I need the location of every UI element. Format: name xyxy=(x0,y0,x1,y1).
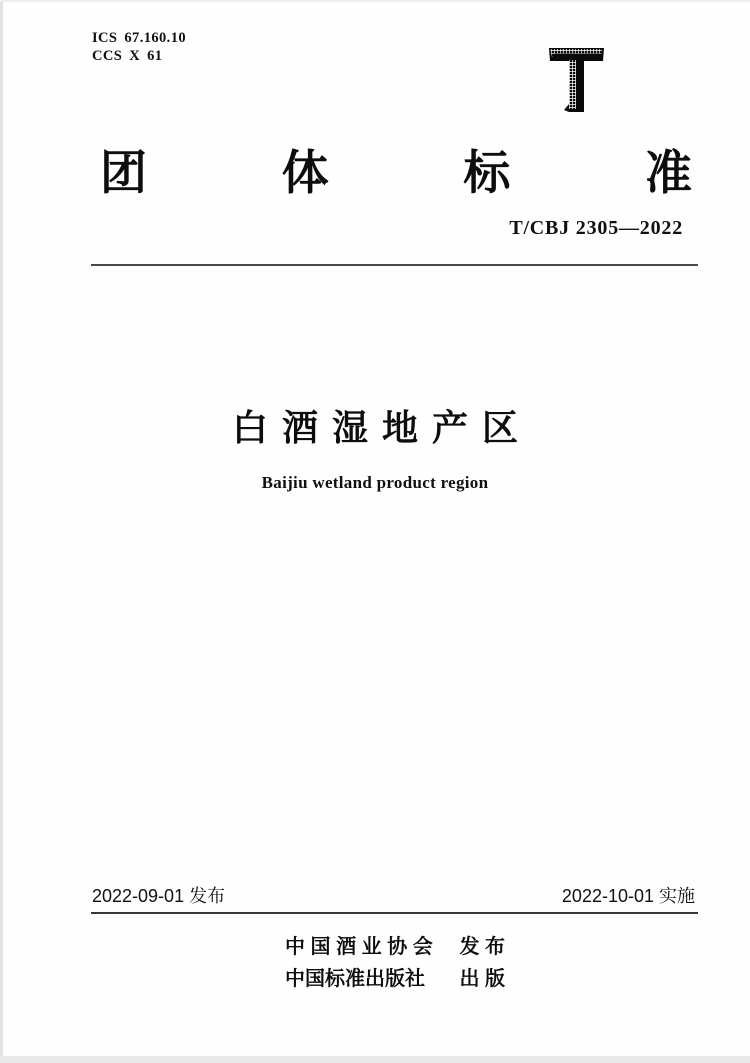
press-name: 中国标准出版社 xyxy=(285,968,425,990)
standard-type-char: 准 xyxy=(644,148,692,200)
footer-divider-line xyxy=(91,912,698,914)
publisher-row-press xyxy=(285,967,505,991)
standard-type-char: 体 xyxy=(281,148,329,200)
document-title-english: Baijiu wetland product region xyxy=(261,473,489,492)
date-row xyxy=(92,884,695,908)
standard-number: T/CBJ 2305—2022 xyxy=(509,217,683,239)
ccs-code: CCS X 61 xyxy=(92,48,163,64)
issuer-action: 发 布 xyxy=(459,936,505,958)
ics-code: ICS 67.160.10 xyxy=(92,30,187,46)
page-edge-bottom xyxy=(0,1056,750,1063)
page-edge-top xyxy=(0,0,750,2)
release-date: 2022-09-01 发布 xyxy=(92,886,226,906)
document-title-chinese: 白酒湿地产区 xyxy=(231,407,532,448)
press-action: 出 版 xyxy=(459,968,505,990)
standard-type-title xyxy=(100,148,692,200)
standard-type-char: 团 xyxy=(100,148,147,200)
standard-type-char: 标 xyxy=(463,148,511,200)
classification-codes xyxy=(92,29,186,65)
group-standard-t-logo-icon xyxy=(548,44,605,116)
page-edge-left xyxy=(0,0,3,1063)
implementation-date: 2022-10-01 实施 xyxy=(561,886,695,906)
publishers-block xyxy=(285,935,505,999)
publisher-row-issuer xyxy=(285,935,505,959)
header-divider-line xyxy=(91,264,698,266)
issuer-name: 中 国 酒 业 协 会 xyxy=(285,936,433,958)
